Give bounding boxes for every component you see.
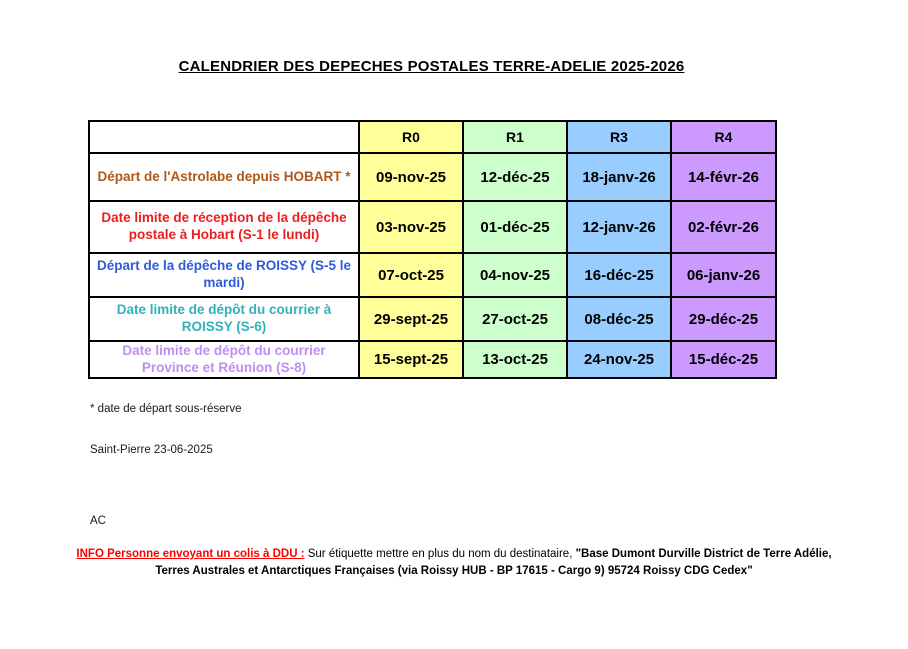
table-header-row [89, 121, 776, 153]
row-label-province-reunion-deadline: Date limite de dépôt du courrier Province et Réunion (S-8) [89, 341, 359, 378]
date-cell: 13-oct-25 [463, 341, 567, 378]
column-header-r4: R4 [671, 121, 776, 153]
table-row [89, 253, 776, 297]
date-cell: 16-déc-25 [567, 253, 671, 297]
date-cell: 08-déc-25 [567, 297, 671, 341]
info-text-regular: Sur étiquette mettre en plus du nom du destinataire, [304, 548, 576, 560]
date-cell: 04-nov-25 [463, 253, 567, 297]
page-title: CALENDRIER DES DEPECHES POSTALES TERRE-ADELIE 2025-2026 [178, 58, 685, 75]
footnote-initials: AC [90, 515, 106, 527]
date-cell: 29-sept-25 [359, 297, 463, 341]
date-cell: 07-oct-25 [359, 253, 463, 297]
table-row [89, 341, 776, 378]
table-row [89, 153, 776, 201]
table-row [89, 201, 776, 253]
date-cell: 29-déc-25 [671, 297, 776, 341]
info-address-line2: Terres Australes et Antarctiques Françaises (via Roissy HUB - BP 17615 - Cargo 9) 95724 Roissy CDG Cedex" [155, 565, 753, 577]
column-header-r0: R0 [359, 121, 463, 153]
row-label-hobart-reception-deadline: Date limite de réception de la dépêche postale à Hobart (S-1 le lundi) [89, 201, 359, 253]
date-cell: 15-déc-25 [671, 341, 776, 378]
row-label-roissy-dispatch-departure: Départ de la dépêche de ROISSY (S-5 le mardi) [89, 253, 359, 297]
date-cell: 01-déc-25 [463, 201, 567, 253]
info-label: INFO Personne envoyant un colis à DDU : [76, 548, 305, 560]
date-cell: 12-déc-25 [463, 153, 567, 201]
date-cell: 24-nov-25 [567, 341, 671, 378]
column-header-r3: R3 [567, 121, 671, 153]
info-address-line1: "Base Dumont Durville District de Terre Adélie, [575, 548, 832, 560]
info-block [0, 546, 908, 580]
date-cell: 14-févr-26 [671, 153, 776, 201]
date-cell: 02-févr-26 [671, 201, 776, 253]
footnote-place-date: Saint-Pierre 23-06-2025 [90, 444, 213, 456]
table-row [89, 297, 776, 341]
date-cell: 06-janv-26 [671, 253, 776, 297]
date-cell: 03-nov-25 [359, 201, 463, 253]
date-cell: 12-janv-26 [567, 201, 671, 253]
date-cell: 18-janv-26 [567, 153, 671, 201]
footnote-asterisk-note: * date de départ sous-réserve [90, 403, 242, 415]
date-cell: 09-nov-25 [359, 153, 463, 201]
date-cell: 15-sept-25 [359, 341, 463, 378]
date-cell: 27-oct-25 [463, 297, 567, 341]
column-header-r1: R1 [463, 121, 567, 153]
row-label-roissy-deposit-deadline: Date limite de dépôt du courrier à ROISSY (S-6) [89, 297, 359, 341]
row-label-astrolabe-departure: Départ de l'Astrolabe depuis HOBART * [89, 153, 359, 201]
table-corner-cell [89, 121, 359, 153]
calendar-table [88, 120, 777, 379]
